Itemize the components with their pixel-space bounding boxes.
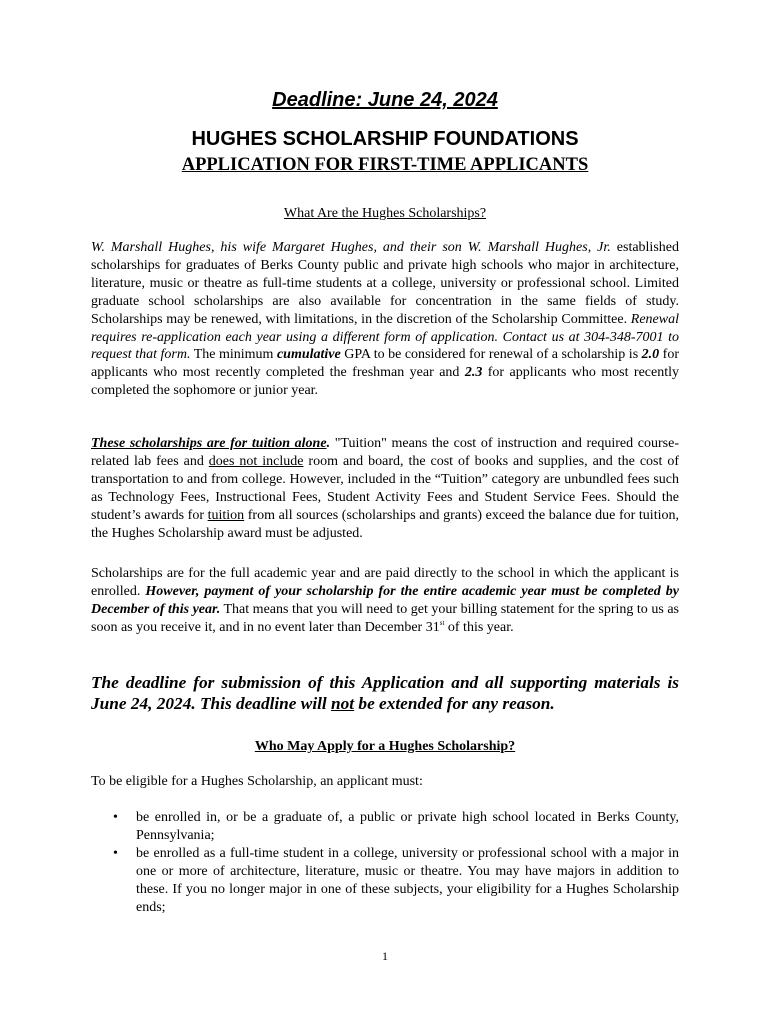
deadline-heading: Deadline: June 24, 2024: [272, 89, 498, 111]
founders-text: W. Marshall Hughes, his wife Margaret Hughes, and their son W. Marshall Hughes, Jr.: [91, 240, 611, 255]
list-item: • be enrolled in, or be a graduate of, a public or private high school located in Berks County, Pennsylvania;: [113, 810, 679, 843]
organization-title: HUGHES SCHOLARSHIP FOUNDATIONS: [191, 128, 579, 150]
tuition-lead: These scholarships are for tuition alone: [91, 436, 327, 451]
paragraph-history: W. Marshall Hughes, his wife Margaret Hughes, and their son W. Marshall Hughes, Jr. established scholarships for graduates of Berks County public and private high schools who major in architecture, literature, music or theatre as full-time students at a college, university or professional school. Limited graduate school scholarships are also available for concentration in the same fields of study. Scholarships may be renewed, with limitations, in the discretion of the Scholarship Committee. Renewal requires re-application each year using a different form of application. Contact us at 304-348-7001 to request that form. The minimum cumulative GPA to be considered for renewal of a scholarship is 2.0 for applicants who most recently completed the freshman year and 2.3 for applicants who most recently completed the sophomore or junior year.: [91, 240, 680, 399]
paragraph-payment: Scholarships are for the full academic year and are paid directly to the school in which the applicant is enrolled. However, payment of your scholarship for the entire academic year must be completed by December of this year. That means that you will need to get your billing statement for the spring to us as soon as you receive it, and in no event later than December 31st of this year.: [91, 566, 679, 635]
bullet-icon: •: [113, 810, 118, 825]
list-item: • be enrolled as a full-time student in a college, university or professional school with a major in one or more of architecture, literature, music or theatre. You may have majors in addition to these. If you no longer major in one of these subjects, your eligibility for a Hughes Scholarship ends;: [113, 845, 679, 915]
cumulative-word: cumulative: [276, 347, 341, 363]
gpa-freshman: 2.0: [641, 347, 660, 363]
paragraph-tuition: These scholarships are for tuition alone. "Tuition" means the cost of instruction and required course-related lab fees and does not include room and board, the cost of books and supplies, and the cost of transportation to and from college. However, included in the “Tuition” category are unbundled fees such as Technology Fees, Instructional Fees, Student Activity Fees and Student Service Fees. Should the student’s awards for tuition from all sources (scholarships and grants) exceed the balance due for tuition, the Hughes Scholarship award must be adjusted.: [91, 436, 679, 541]
tuition-word: tuition: [207, 507, 245, 523]
page-number: 1: [382, 949, 388, 963]
does-not-include: does not include: [208, 453, 304, 469]
section-heading-what-are: What Are the Hughes Scholarships?: [283, 206, 487, 221]
application-title: APPLICATION FOR FIRST-TIME APPLICANTS: [181, 155, 589, 175]
gpa-sophomore: 2.3: [464, 365, 483, 381]
eligibility-list: [91, 809, 679, 916]
payment-deadline-note: However, payment of your scholarship for the entire academic year must be completed by December of this year.: [91, 583, 679, 617]
eligibility-intro: To be eligible for a Hughes Scholarship, an applicant must:: [91, 774, 423, 789]
bullet-icon: •: [113, 845, 118, 861]
section-heading-who-may-apply: Who May Apply for a Hughes Scholarship?: [254, 739, 516, 754]
submission-deadline: The deadline for submission of this Application and all supporting materials is June 24, 2024. This deadline will not be extended for any reason.: [91, 673, 679, 713]
renewal-note: Renewal requires re-application each year using a different form of application. Contact us at 304-348-7001 to request that form.: [91, 311, 679, 363]
not-word: not: [331, 694, 355, 713]
